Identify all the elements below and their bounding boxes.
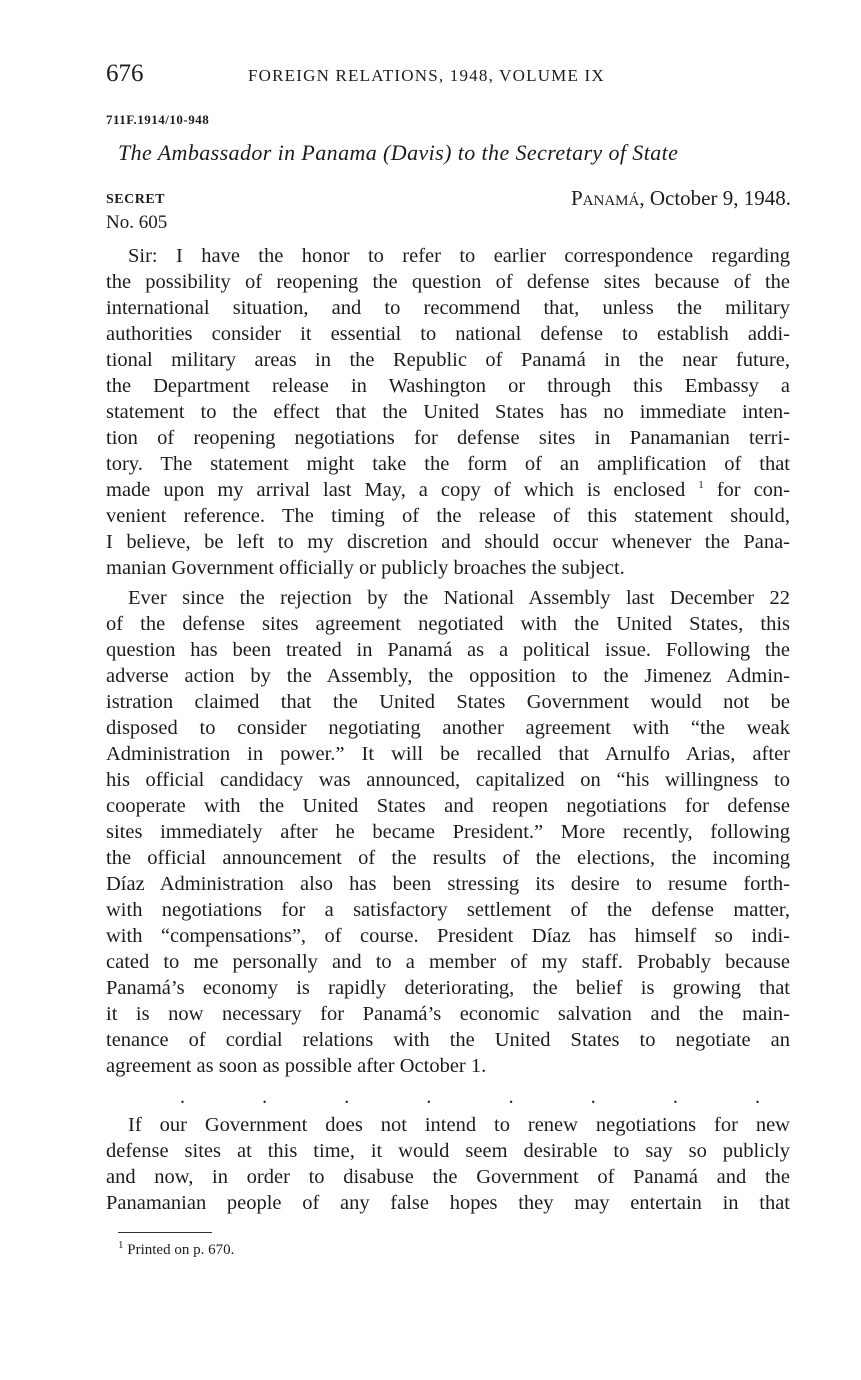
paragraph-2 (106, 585, 790, 1079)
text-line: authorities consider it essential to national defense to establish addi- (106, 323, 790, 345)
omission-dot: . (672, 1086, 678, 1108)
text-line: statement to the effect that the United States has no immediate inten- (106, 401, 790, 423)
omission-dot: . (508, 1086, 514, 1108)
footnote-divider (118, 1232, 212, 1233)
file-reference: 711F.1914/10-948 (106, 112, 210, 127)
omission-dot: . (262, 1086, 268, 1108)
omission-marks (180, 1086, 760, 1109)
text-line: international situation, and to recommend that, unless the military (106, 297, 790, 319)
text-line: Panamanian people of any false hopes they may entertain in that (106, 1192, 790, 1214)
text-line: sites immediately after he became President.” More recently, following (106, 821, 790, 843)
text-line: disposed to consider negotiating another agreement with “the weak (106, 717, 790, 739)
text-line: tional military areas in the Republic of Panamá in the near future, (106, 349, 790, 371)
text-line: tenance of cordial relations with the United States to negotiate an (106, 1029, 790, 1051)
omission-dot: . (344, 1086, 350, 1108)
text-line: question has been treated in Panamá as a political issue. Following the (106, 639, 790, 661)
text-line: with “compensations”, of course. President Díaz has himself so indi- (106, 925, 790, 947)
dateline (571, 186, 791, 211)
dateline-date: October 9, 1948. (649, 186, 791, 210)
text-line: I believe, be left to my discretion and should occur whenever the Pana- (106, 531, 790, 553)
classification-label: SECRET (106, 192, 166, 207)
text-line: If our Government does not intend to renew negotiations for new (128, 1114, 790, 1136)
text-line: and now, in order to disabuse the Government of Panamá and the (106, 1166, 790, 1188)
text-line-with-footnote (106, 477, 790, 503)
footnote (118, 1239, 235, 1259)
text-line: Sir: I have the honor to refer to earlier correspondence regarding (128, 245, 790, 267)
omission-dot: . (426, 1086, 432, 1108)
text-line: cooperate with the United States and reopen negotiations for defense (106, 795, 790, 817)
document-title: The Ambassador in Panama (Davis) to the Secretary of State (118, 140, 679, 165)
omission-dot: . (590, 1086, 596, 1108)
page-number: 676 (106, 60, 144, 87)
text-line: adverse action by the Assembly, the opposition to the Jimenez Admin- (106, 665, 790, 687)
text-line: the official announcement of the results of the elections, the incoming (106, 847, 790, 869)
text-line: defense sites at this time, it would seem desirable to say so publicly (106, 1140, 790, 1162)
dateline-place: Panamá, (571, 186, 645, 210)
text-line: cated to me personally and to a member of my staff. Probably because (106, 951, 790, 973)
text-line-end: for con- (716, 479, 790, 501)
text-line: tion of reopening negotiations for defense sites in Panamanian terri- (106, 427, 790, 449)
page-header (106, 60, 796, 94)
text-line: his official candidacy was announced, capitalized on “his willingness to (106, 769, 790, 791)
omission-dot: . (180, 1086, 185, 1108)
text-line: the Department release in Washington or through this Embassy a (106, 375, 790, 397)
footnote-text: Printed on p. 670. (127, 1242, 235, 1258)
text-line: manian Government officially or publicly broaches the subject. (106, 557, 625, 579)
text-line: Ever since the rejection by the National Assembly last December 22 (128, 587, 790, 609)
text-line: with negotiations for a satisfactory settlement of the defense matter, (106, 899, 790, 921)
paragraph-3 (106, 1112, 790, 1216)
text-line: istration claimed that the United States Government would not be (106, 691, 790, 713)
text-line: of the defense sites agreement negotiated with the United States, this (106, 613, 790, 635)
footnote-marker: 1 (118, 1239, 124, 1251)
omission-dot: . (754, 1086, 760, 1108)
text-line: Administration in power.” It will be recalled that Arnulfo Arias, after (106, 743, 790, 765)
text-line: venient reference. The timing of the release of this statement should, (106, 505, 790, 527)
running-title: FOREIGN RELATIONS, 1948, VOLUME IX (248, 66, 605, 85)
text-line: agreement as soon as possible after October 1. (106, 1055, 487, 1077)
text-line: Panamá’s economy is rapidly deteriorating, the belief is growing that (106, 977, 790, 999)
text-line-start: made upon my arrival last May, a copy of which is enclosed (106, 479, 686, 501)
paragraph-1 (106, 243, 790, 581)
text-line: the possibility of reopening the question of defense sites because of the (106, 271, 790, 293)
text-line: tory. The statement might take the form of an amplification of that (106, 453, 790, 475)
footnote-reference: 1 (698, 479, 704, 492)
text-line: it is now necessary for Panamá’s economic salvation and the main- (106, 1003, 790, 1025)
text-line: Díaz Administration also has been stressing its desire to resume forth- (106, 873, 790, 895)
document-number: No. 605 (106, 212, 168, 233)
